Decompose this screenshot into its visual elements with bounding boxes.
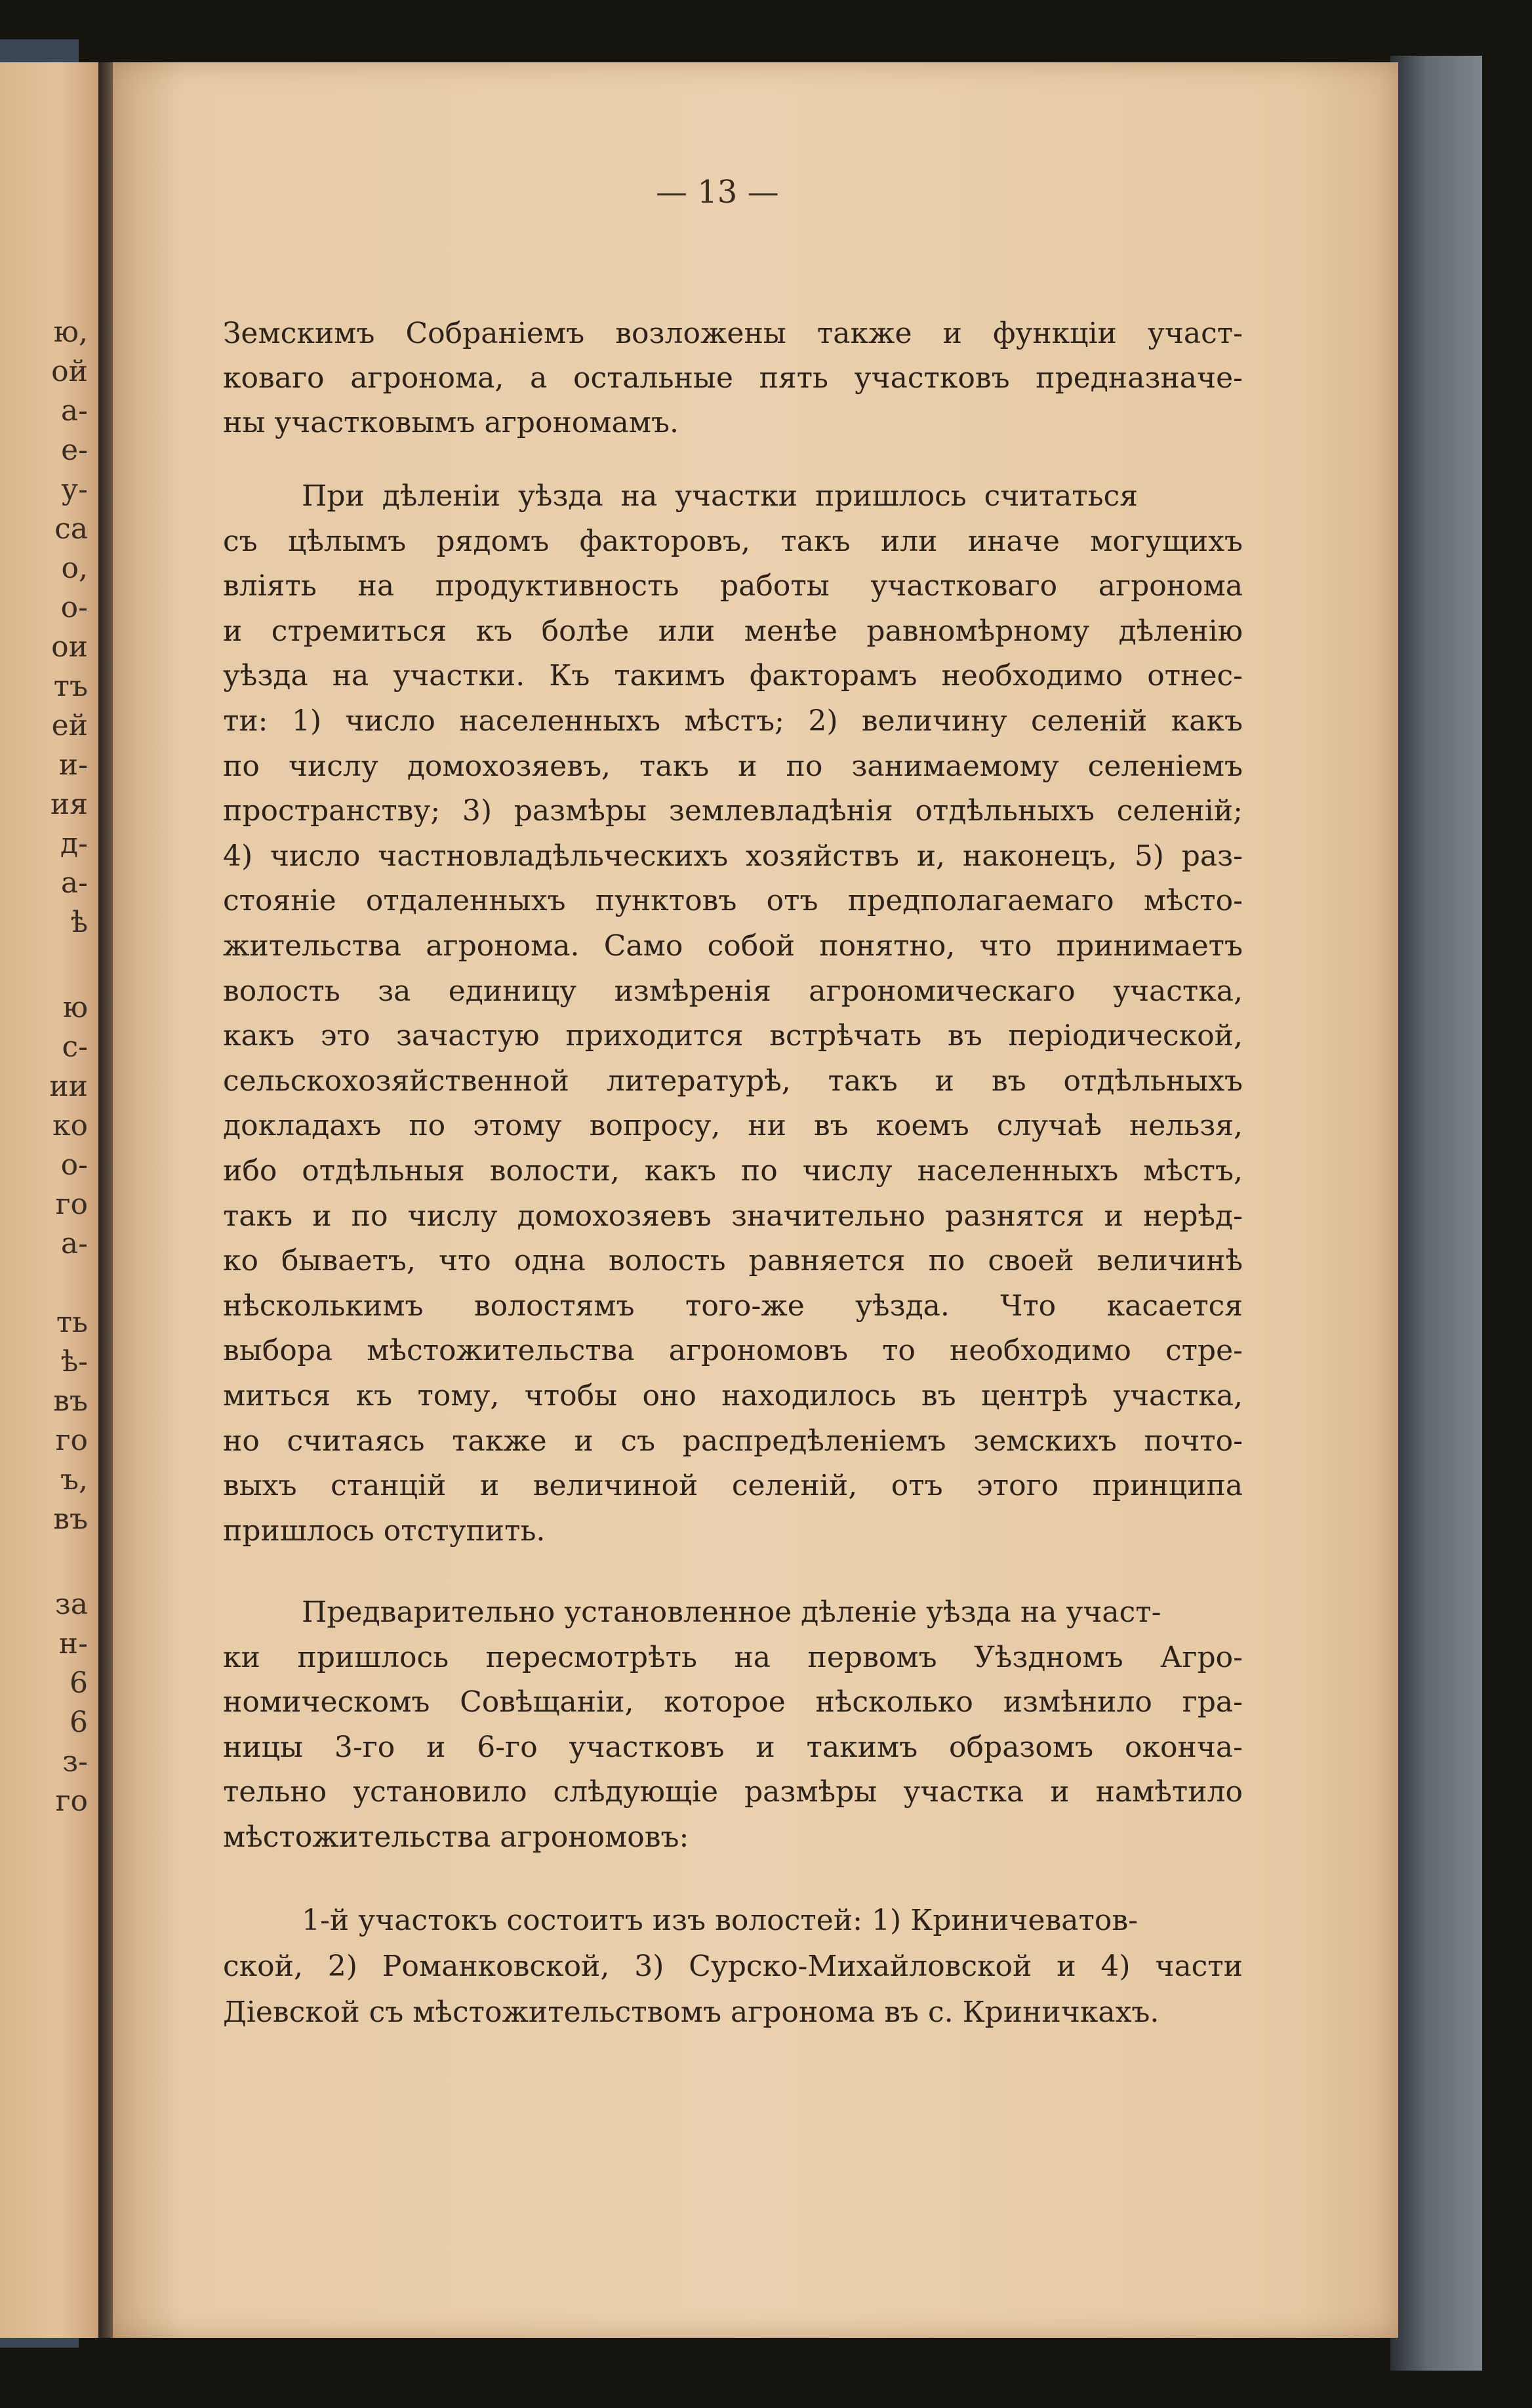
- text-line: ти: 1) число населенныхъ мѣстъ; 2) величину селеній какъ: [223, 704, 1243, 738]
- left-page-line-fragment: въ: [53, 1384, 88, 1418]
- left-page-line-fragment: ко: [52, 1109, 88, 1142]
- left-page-line-fragment: ѣ: [70, 906, 88, 939]
- left-page-line-fragment: н-: [58, 1627, 88, 1660]
- text-line: волость за единицу измѣренія агрономическаго участка,: [223, 974, 1243, 1008]
- text-line: 4) число частновладѣльческихъ хозяйствъ и, наконецъ, 5) раз-: [223, 839, 1243, 873]
- left-page-line-fragment: ии: [49, 1070, 88, 1103]
- left-page-line-fragment: а-: [60, 1227, 88, 1260]
- text-line: ибо отдѣльныя волости, какъ по числу населенныхъ мѣстъ,: [223, 1154, 1243, 1188]
- text-line: но считаясь также и съ распредѣленіемъ земскихъ почто-: [223, 1424, 1243, 1458]
- text-line: пространству; 3) размѣры землевладѣнія отдѣльныхъ селеній;: [223, 794, 1243, 828]
- text-line: При дѣленіи уѣзда на участки пришлось считаться: [302, 479, 1138, 513]
- text-line: ки пришлось пересмотрѣть на первомъ Уѣздномъ Агро-: [223, 1640, 1243, 1674]
- left-page-line-fragment: 6: [70, 1666, 88, 1700]
- left-page-line-fragment: тъ: [53, 670, 88, 703]
- text-line: съ цѣлымъ рядомъ факторовъ, такъ или иначе могущихъ: [223, 524, 1243, 558]
- left-page-line-fragment: го: [55, 1784, 88, 1818]
- text-line: тельно установило слѣдующіе размѣры участка и намѣтило: [223, 1775, 1243, 1809]
- left-page-line-fragment: ъ,: [60, 1463, 88, 1496]
- page-gutter: [98, 62, 113, 2338]
- text-line: вліять на продуктивность работы участковаго агронома: [223, 569, 1243, 603]
- text-line: коваго агронома, а остальные пять участковъ предназначе-: [223, 361, 1243, 395]
- text-line: Предварительно установленное дѣленіе уѣзда на участ-: [302, 1595, 1161, 1629]
- left-page-line-fragment: ѣ-: [60, 1345, 88, 1378]
- text-line: 1-й участокъ состоитъ изъ волостей: 1) Криничеватов-: [302, 1904, 1138, 1937]
- text-line: такъ и по числу домохозяевъ значительно разнятся и нерѣд-: [223, 1199, 1243, 1233]
- text-line: выбора мѣстожительства агрономовъ то необходимо стре-: [223, 1334, 1243, 1368]
- left-page-line-fragment: ю: [62, 991, 88, 1024]
- page-number: — 13 —: [656, 174, 779, 211]
- text-line: ницы 3-го и 6-го участковъ и такимъ образомъ оконча-: [223, 1730, 1243, 1764]
- text-line: жительства агронома. Само собой понятно, что принимаетъ: [223, 929, 1243, 963]
- left-page-line-fragment: въ: [53, 1502, 88, 1536]
- text-line: миться къ тому, чтобы оно находилось въ центрѣ участка,: [223, 1379, 1243, 1413]
- text-line: номическомъ Совѣщаніи, которое нѣсколько измѣнило гра-: [223, 1685, 1243, 1719]
- left-page-line-fragment: ей: [51, 709, 88, 742]
- left-page-line-fragment: з-: [62, 1745, 88, 1778]
- left-page-line-fragment: 6: [70, 1706, 88, 1739]
- text-line: ской, 2) Романковской, 3) Сурско-Михайловской и 4) части: [223, 1950, 1243, 1983]
- text-line: стояніе отдаленныхъ пунктовъ отъ предполагаемаго мѣсто-: [223, 884, 1243, 918]
- left-page-line-fragment: д-: [60, 827, 88, 860]
- left-page-line-fragment: за: [54, 1588, 88, 1621]
- left-page-line-fragment: ия: [50, 788, 88, 821]
- left-page-line-fragment: го: [55, 1424, 88, 1457]
- text-line: какъ это зачастую приходится встрѣчать въ періодической,: [223, 1019, 1243, 1053]
- text-line: выхъ станцій и величиной селеній, отъ этого принципа: [223, 1469, 1243, 1503]
- text-line: мѣстожительства агрономовъ:: [223, 1820, 689, 1854]
- text-line: сельскохозяйственной литературѣ, такъ и въ отдѣльныхъ: [223, 1064, 1243, 1098]
- left-page-line-fragment: а-: [60, 394, 88, 428]
- text-line: Земскимъ Собраніемъ возложены также и функціи участ-: [223, 317, 1243, 350]
- text-line: уѣзда на участки. Къ такимъ факторамъ необходимо отнес-: [223, 659, 1243, 693]
- left-page-line-fragment: а-: [60, 866, 88, 900]
- left-page-line-fragment: ть: [56, 1306, 88, 1339]
- text-line: по числу домохозяевъ, такъ и по занимаемому селеніемъ: [223, 749, 1243, 783]
- text-line: пришлось отступить.: [223, 1514, 546, 1548]
- left-page-line-fragment: у-: [61, 473, 88, 506]
- left-page-line-fragment: и-: [58, 748, 88, 782]
- left-page-line-fragment: ои: [51, 630, 88, 664]
- text-line: и стремиться къ болѣе или менѣе равномѣрному дѣленію: [223, 614, 1243, 648]
- left-page-line-fragment: ю,: [53, 315, 88, 349]
- left-page-line-fragment: о-: [60, 591, 88, 624]
- text-line: ны участковымъ агрономамъ.: [223, 406, 679, 439]
- left-page-line-fragment: са: [54, 512, 88, 546]
- text-line: Діевской съ мѣстожительствомъ агронома въ с. Криничкахъ.: [223, 1996, 1159, 2029]
- text-line: нѣсколькимъ волостямъ того-же уѣзда. Что касается: [223, 1289, 1243, 1323]
- left-page-line-fragment: о,: [61, 552, 88, 585]
- text-line: докладахъ по этому вопросу, ни въ коемъ случаѣ нельзя,: [223, 1109, 1243, 1143]
- left-page-fragment: [0, 62, 100, 2338]
- left-page-line-fragment: о-: [60, 1148, 88, 1182]
- left-page-line-fragment: е-: [61, 433, 88, 467]
- text-line: ко бываетъ, что одна волость равняется по своей величинѣ: [223, 1244, 1243, 1278]
- left-page-line-fragment: го: [55, 1188, 88, 1221]
- right-cover-edge: [1390, 56, 1482, 2371]
- left-page-line-fragment: ой: [51, 355, 88, 388]
- left-page-line-fragment: с-: [62, 1030, 88, 1064]
